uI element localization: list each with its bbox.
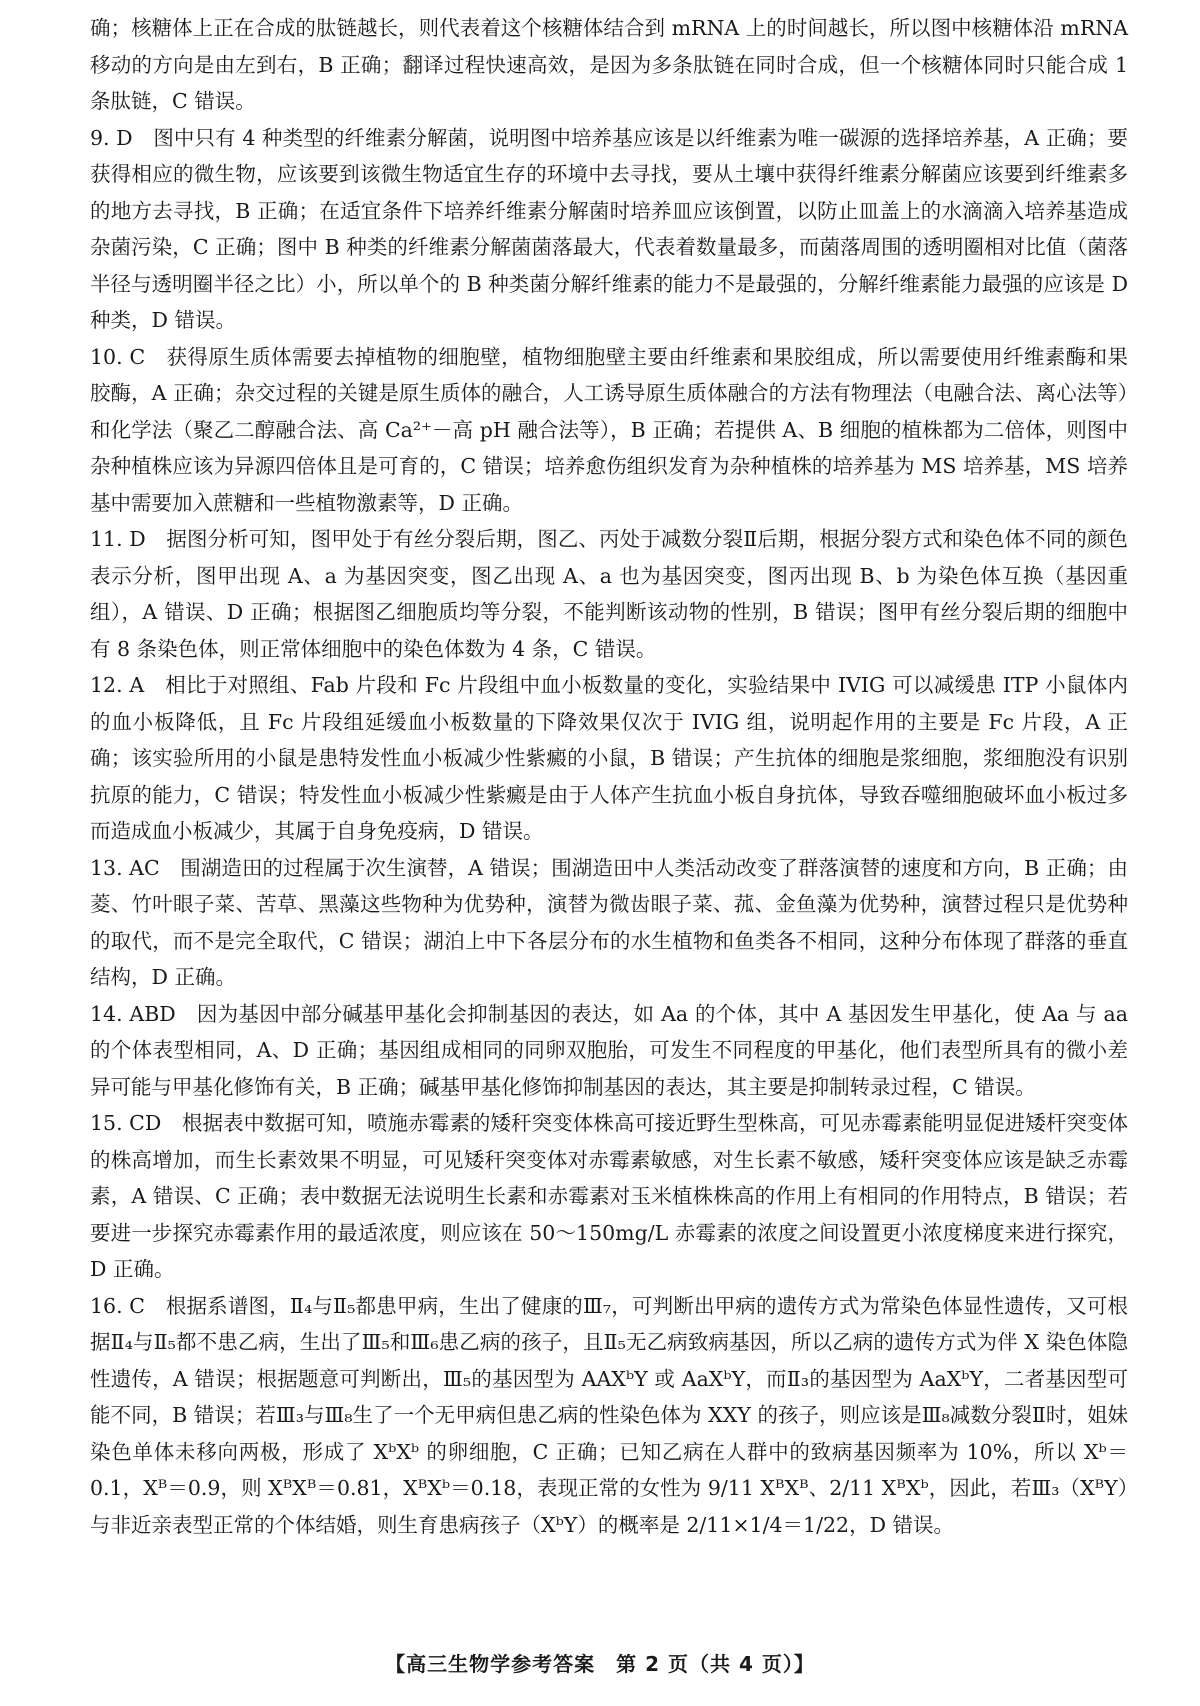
continued-answer-text: 确；核糖体上正在合成的肽链越长，则代表着这个核糖体结合到 mRNA 上的时间越长，所以图中核糖体沿 mRNA 移动的方向是由左到右，B 正确；翻译过程快速高效，是因为多条肽链在同时合成，但一个核糖体同时只能合成 1 条肽链，C 错误。 [90,16,1128,113]
answer-label-inline: 16. C [90,1293,166,1318]
answer-explanation: 16. C 根据系谱图，Ⅱ₄与Ⅱ₅都患甲病，生出了健康的Ⅲ₇，可判断出甲病的遗传方式为常染色体显性遗传，又可根据Ⅱ₄与Ⅱ₅都不患乙病，生出了Ⅲ₅和Ⅲ₆患乙病的孩子，且Ⅱ₅无乙病致病基因，所以乙病的遗传方式为伴 X 染色体隐性遗传，A 错误；根据题意可判断出，Ⅲ₅的基因型为 AAXᵇY 或 AaXᵇY，而Ⅱ₃的基因型为 AaXᵇY，二者基因型可能不同，B 错误；若Ⅲ₃与Ⅲ₈生了一个无甲病但患乙病的性染色体为 XXY 的孩子，则应该是Ⅲ₈减数分裂Ⅱ时，姐妹染色单体未移向两极，形成了 XᵇXᵇ 的卵细胞，C 正确；已知乙病在人群中的致病基因频率为 10%，所以 Xᵇ＝0.1，Xᴮ＝0.9，则 XᴮXᴮ＝0.81，XᴮXᵇ＝0.18，表现正常的女性为 9/11 XᴮXᴮ、2/11 XᴮXᵇ，因此，若Ⅲ₃（XᴮY）与非近亲表型正常的个体结婚，则生育患病孩子（XᵇY）的概率是 2/11×1/4＝1/22，D 错误。 [90,1293,1128,1537]
answer-item [80,850,1128,996]
answer-explanation: 10. C 获得原生质体需要去掉植物的细胞壁，植物细胞壁主要由纤维素和果胶组成，所以需要使用纤维素酶和果胶酶，A 正确；杂交过程的关键是原生质体的融合，人工诱导原生质体融合的方法有物理法（电融合法、离心法等）和化学法（聚乙二醇融合法、高 Ca²⁺－高 pH 融合法等），B 正确；若提供 A、B 细胞的植株都为二倍体，则图中杂种植株应该为异源四倍体且是可育的，C 错误；培养愈伤组织发育为杂种植株的培养基为 MS 培养基，MS 培养基中需要加入蔗糖和一些植物激素等，D 正确。 [90,344,1129,515]
answer-explanation: 9. D 图中只有 4 种类型的纤维素分解菌，说明图中培养基应该是以纤维素为唯一碳源的选择培养基，A 正确；要获得相应的微生物，应该要到该微生物适宜生存的环境中去寻找，要从土壤中获得纤维素分解菌应该要到纤维素多的地方去寻找，B 正确；在适宜条件下培养纤维素分解菌时培养皿应该倒置，以防止皿盖上的水滴滴入培养基造成杂菌污染，C 正确；图中 B 种类的纤维素分解菌菌落最大，代表着数量最多，而菌落周围的透明圈相对比值（菌落半径与透明圈半径之比）小，所以单个的 B 种类菌分解纤维素的能力不是最强的，分解纤维素能力最强的应该是 D 种类，D 错误。 [90,125,1135,332]
answer-explanation: 12. A 相比于对照组、Fab 片段和 Fc 片段组中血小板数量的变化，实验结果中 IVIG 可以减缓患 ITP 小鼠体内的血小板降低，且 Fc 片段组延缓血小板数量的下降效果仅次于 IVIG 组，说明起作用的主要是 Fc 片段，A 正确；该实验所用的小鼠是患特发性血小板减少性紫癜的小鼠，B 错误；产生抗体的细胞是浆细胞，浆细胞没有识别抗原的能力，C 错误；特发性血小板减少性紫癜是由于人体产生抗血小板自身抗体，导致吞噬细胞破坏血小板过多而造成血小板减少，其属于自身免疫病，D 错误。 [90,673,1128,843]
answer-item [80,667,1128,850]
answer-item [80,1105,1128,1288]
answer-label-inline: 10. C [90,344,167,369]
answer-list [80,120,1135,1544]
answer-item [80,339,1128,522]
answer-label-inline: 13. AC [90,855,181,880]
answer-item [80,120,1135,339]
answer-item [80,1288,1128,1544]
answer-label-inline: 14. ABD [90,1001,197,1026]
page-footer: 【高三生物学参考答案 第 2 页（共 4 页）】 [385,1652,815,1676]
answer-item [80,996,1135,1106]
answer-label-inline: 9. D [90,125,154,150]
answer-explanation: 15. CD 根据表中数据可知，喷施赤霉素的矮秆突变体株高可接近野生型株高，可见赤霉素能明显促进矮杆突变体的株高增加，而生长素效果不明显，可见矮秆突变体对赤霉素敏感，对生长素不敏感，矮秆突变体应该是缺乏赤霉素，A 错误、C 正确；表中数据无法说明生长素和赤霉素对玉米植株株高的作用上有相同的作用特点，B 错误；若要进一步探究赤霉素作用的最适浓度，则应该在 50～150mg/L 赤霉素的浓度之间设置更小浓度梯度来进行探究，D 正确。 [90,1111,1128,1281]
answer-explanation: 14. ABD 因为基因中部分碱基甲基化会抑制基因的表达，如 Aa 的个体，其中 A 基因发生甲基化，使 Aa 与 aa 的个体表型相同，A、D 正确；基因组成相同的同卵双胞胎，可发生不同程度的甲基化，他们表型所具有的微小差异可能与甲基化修饰有关，B 正确；碱基甲基化修饰抑制基因的表达，其主要是抑制转录过程，C 错误。 [90,1001,1135,1099]
answer-label-inline: 12. A [90,673,166,697]
answer-explanation: 11. D 据图分析可知，图甲处于有丝分裂后期，图乙、丙处于减数分裂Ⅱ后期，根据分裂方式和染色体不同的颜色表示分析，图甲出现 A、a 为基因突变，图乙出现 A、a 也为基因突变，图丙出现 B、b 为染色体互换（基因重组），A 错误、D 正确；根据图乙细胞质均等分裂，不能判断该动物的性别，B 错误；图甲有丝分裂后期的细胞中有 8 条染色体，则正常体细胞中的染色体数为 4 条，C 错误。 [90,527,1128,661]
answer-explanation: 13. AC 围湖造田的过程属于次生演替，A 错误；围湖造田中人类活动改变了群落演替的速度和方向，B 正确；由菱、竹叶眼子菜、苦草、黑藻这些物种为优势种，演替为微齿眼子菜、菰、金鱼藻为优势种，演替过程只是优势种的取代，而不是完全取代，C 错误；湖泊上中下各层分布的水生植物和鱼类各不相同，这种分布体现了群落的垂直结构，D 正确。 [90,855,1128,989]
answer-label-inline: 11. D [90,527,167,551]
answer-label-inline: 15. CD [90,1111,182,1135]
answer-item [80,521,1128,667]
